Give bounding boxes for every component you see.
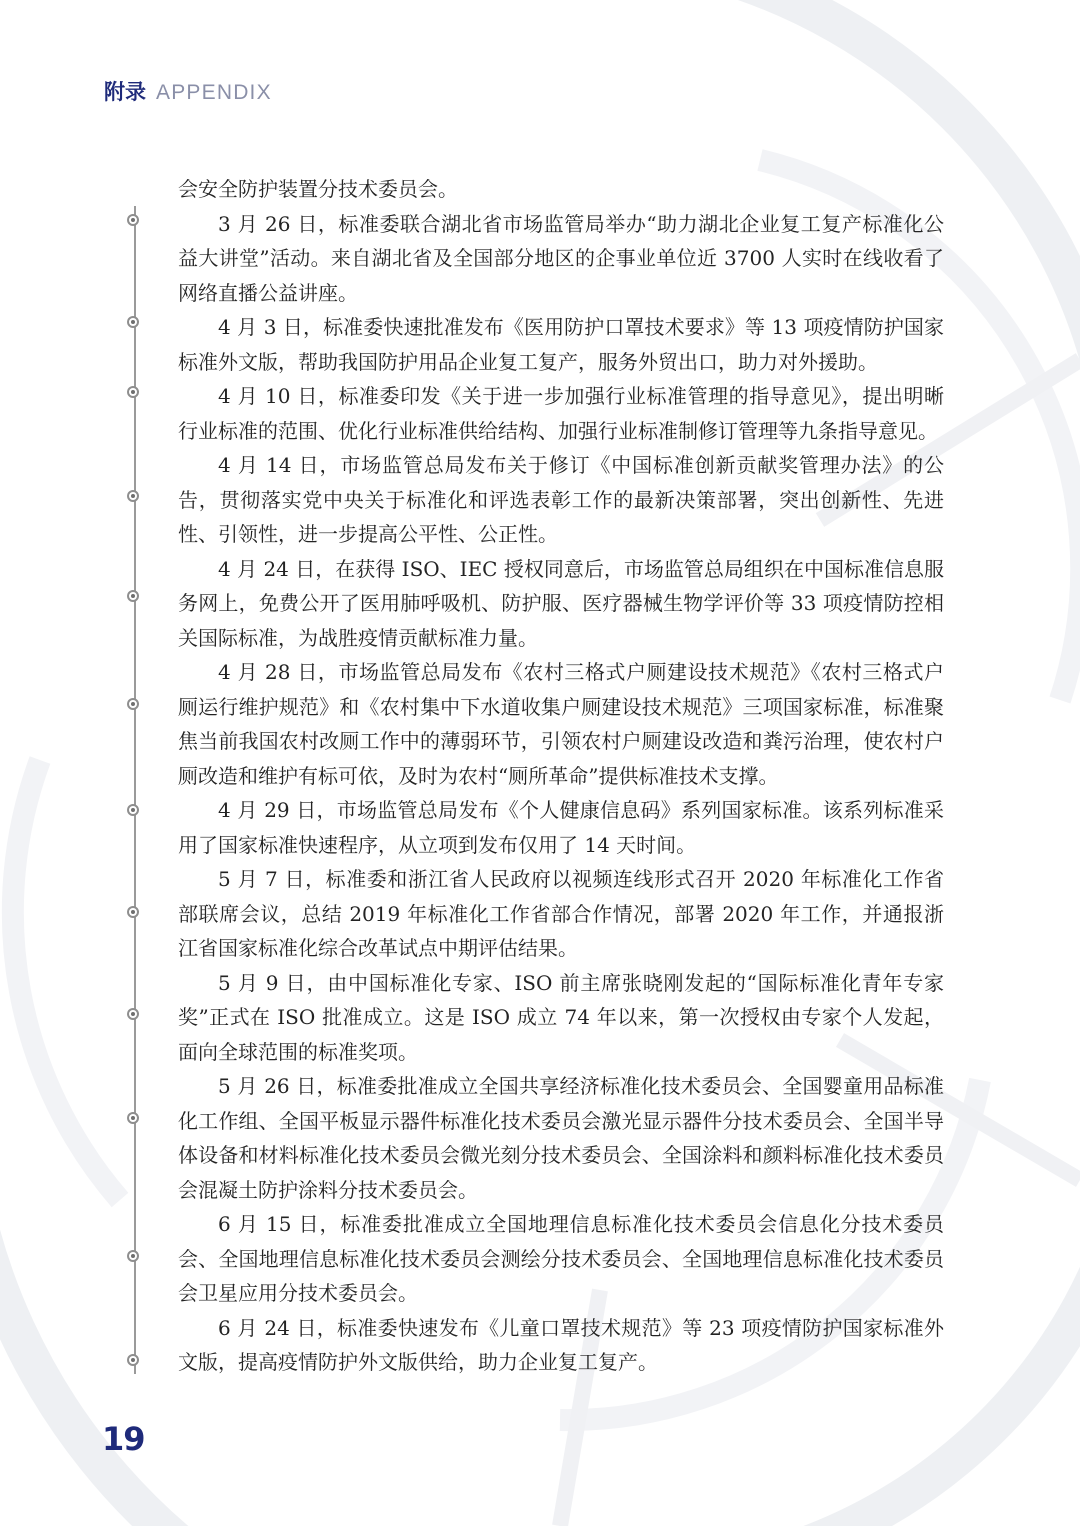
event-paragraph: 4 月 14 日，市场监管总局发布关于修订《中国标准创新贡献奖管理办法》的公告，贯彻落实党中央关于标准化和评选表彰工作的最新决策部署，突出创新性、先进性、引领性，进一步提高公平性、公正性。: [178, 453, 944, 546]
event-paragraph: 5 月 9 日，由中国标准化专家、ISO 前主席张晓刚发起的“国际标准化青年专家奖”正式在 ISO 批准成立。这是 ISO 成立 74 年以来，第一次授权由专家个人发起，面向全球范围的标准奖项。: [178, 970, 944, 1064]
timeline-bullet-icon: [127, 906, 139, 918]
header-title-cn: 附录: [104, 80, 146, 104]
page-number: 19: [102, 1420, 145, 1458]
event-paragraph: 5 月 7 日，标准委和浙江省人民政府以视频连线形式召开 2020 年标准化工作省部联席会议，总结 2019 年标准化工作省部合作情况，部署 2020 年工作，并通报浙江省国家标准化综合改革试点中期评估结果。: [178, 867, 944, 960]
event-list: [178, 172, 944, 1380]
section-header: [104, 76, 272, 108]
timeline-bullet-icon: [127, 804, 139, 816]
event-paragraph: 6 月 24 日，标准委快速发布《儿童口罩技术规范》等 23 项疫情防护国家标准外文版，提高疫情防护外文版供给，助力企业复工复产。: [178, 1315, 944, 1374]
timeline-bullet-icon: [127, 698, 139, 710]
timeline-line: [134, 206, 136, 1374]
event-paragraph-continued: 会安全防护装置分技术委员会。: [178, 177, 458, 201]
event-paragraph: 4 月 28 日，市场监管总局发布《农村三格式户厕建设技术规范》《农村三格式户厕运行维护规范》和《农村集中下水道收集户厕建设技术规范》三项国家标准，标准聚焦当前我国农村改厕工作中的薄弱环节，引领农村户厕建设改造和粪污治理，使农村户厕改造和维护有标可依，及时为农村“厕所革命”提供标准技术支撑。: [178, 660, 944, 788]
event-paragraph: 4 月 10 日，标准委印发《关于进一步加强行业标准管理的指导意见》，提出明晰行业标准的范围、优化行业标准供给结构、加强行业标准制修订管理等九条指导意见。: [178, 384, 944, 443]
event-paragraph: 6 月 15 日，标准委批准成立全国地理信息标准化技术委员会信息化分技术委员会、全国地理信息标准化技术委员会测绘分技术委员会、全国地理信息标准化技术委员会卫星应用分技术委员会。: [178, 1212, 944, 1305]
event-paragraph: 4 月 29 日，市场监管总局发布《个人健康信息码》系列国家标准。该系列标准采用了国家标准快速程序，从立项到发布仅用了 14 天时间。: [178, 798, 944, 857]
timeline-bullet-icon: [127, 386, 139, 398]
header-title-en: APPENDIX: [156, 81, 272, 104]
timeline-bullet-icon: [127, 490, 139, 502]
event-paragraph: 3 月 26 日，标准委联合湖北省市场监管局举办“助力湖北企业复工复产标准化公益大讲堂”活动。来自湖北省及全国部分地区的企事业单位近 3700 人实时在线收看了网络直播公益讲座。: [178, 211, 944, 305]
timeline-bullet-icon: [127, 1008, 139, 1020]
event-paragraph: 5 月 26 日，标准委批准成立全国共享经济标准化技术委员会、全国婴童用品标准化工作组、全国平板显示器件标准化技术委员会激光显示器件分技术委员会、全国半导体设备和材料标准化技术委员会微光刻分技术委员会、全国涂料和颜料标准化技术委员会混凝土防护涂料分技术委员会。: [178, 1074, 944, 1202]
timeline-bullet-icon: [127, 1250, 139, 1262]
timeline-bullet-icon: [127, 214, 139, 226]
timeline-bullet-icon: [127, 1354, 139, 1366]
timeline-bullet-icon: [127, 590, 139, 602]
timeline-bullet-icon: [127, 316, 139, 328]
event-paragraph: 4 月 3 日，标准委快速批准发布《医用防护口罩技术要求》等 13 项疫情防护国家标准外文版，帮助我国防护用品企业复工复产，服务外贸出口，助力对外援助。: [178, 315, 944, 374]
event-paragraph: 4 月 24 日，在获得 ISO、IEC 授权同意后，市场监管总局组织在中国标准信息服务网上，免费公开了医用肺呼吸机、防护服、医疗器械生物学评价等 33 项疫情防控相关国际标准，为战胜疫情贡献标准力量。: [178, 556, 944, 650]
timeline-bullet-icon: [127, 1112, 139, 1124]
